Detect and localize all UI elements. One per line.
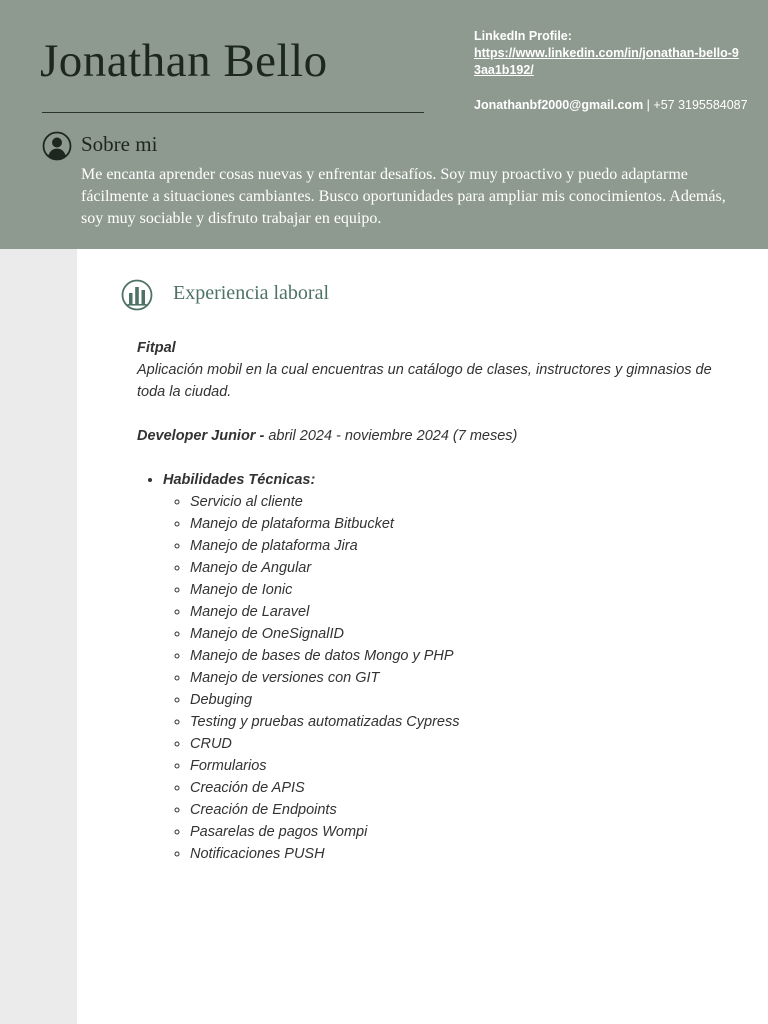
skill-item: ◦ Manejo de Angular — [190, 557, 727, 579]
email-text: Jonathanbf2000@gmail.com — [474, 98, 644, 112]
contact-separator: | — [643, 98, 654, 112]
user-circle-icon — [42, 131, 72, 161]
building-icon — [120, 279, 154, 311]
phone-text: +57 3195584087 — [653, 98, 748, 112]
header-band — [0, 0, 768, 249]
job-description: Aplicación mobil en la cual encuentras un catálogo de clases, instructores y gimnasios de toda la ciudad. — [137, 362, 712, 400]
experience-heading: Experiencia laboral — [173, 282, 330, 304]
skill-item: ◦ Manejo de bases de datos Mongo y PHP — [190, 645, 727, 667]
skill-item: ◦ Pasarelas de pagos Wompi — [190, 821, 727, 843]
name-divider — [42, 112, 424, 113]
skills-list — [137, 469, 727, 865]
skill-item: ◦ Formularios — [190, 755, 727, 777]
contact-block — [474, 28, 760, 114]
job-role: Developer Junior - — [137, 428, 265, 444]
candidate-name: Jonathan Bello — [40, 35, 328, 87]
job-period: abril 2024 - noviembre 2024 (7 meses) — [264, 428, 518, 444]
skill-item: ◦ Manejo de Laravel — [190, 601, 727, 623]
skill-item: ◦ Manejo de plataforma Jira — [190, 535, 727, 557]
skill-item: ◦ Debuging — [190, 689, 727, 711]
skill-item: ◦ Creación de Endpoints — [190, 799, 727, 821]
contact-line — [474, 97, 760, 114]
skill-item: ◦ Manejo de OneSignalID — [190, 623, 727, 645]
skill-item: ◦ Manejo de versiones con GIT — [190, 667, 727, 689]
skill-item: ◦ Notificaciones PUSH — [190, 843, 727, 865]
skill-item: ◦ Creación de APIS — [190, 777, 727, 799]
skill-item: ◦ Testing y pruebas automatizadas Cypress — [190, 711, 727, 733]
skill-item: ◦ CRUD — [190, 733, 727, 755]
skills-title: Habilidades Técnicas: — [163, 472, 316, 488]
skill-item: ◦ Servicio al cliente — [190, 491, 727, 513]
job-entry — [137, 337, 727, 865]
skill-sublist — [163, 491, 727, 865]
job-role-line — [137, 425, 727, 447]
about-text: Me encanta aprender cosas nuevas y enfrentar desafíos. Soy muy proactivo y puedo adaptarme fácilmente a situaciones cambiantes. Busco oportunidades para ampliar mis conocimientos. Además, soy muy sociable y disfruto trabajar en equipo. — [81, 166, 726, 227]
skill-item: ◦ Manejo de Ionic — [190, 579, 727, 601]
linkedin-link[interactable]: https://www.linkedin.com/in/jonathan-bello-93aa1b192/ — [474, 46, 739, 77]
about-heading: Sobre mi — [81, 132, 158, 156]
skills-heading-item — [163, 469, 727, 865]
skill-item: ◦ Manejo de plataforma Bitbucket — [190, 513, 727, 535]
left-sidebar — [0, 249, 77, 1024]
linkedin-label: LinkedIn Profile: — [474, 29, 572, 43]
job-company: Fitpal — [137, 340, 176, 356]
